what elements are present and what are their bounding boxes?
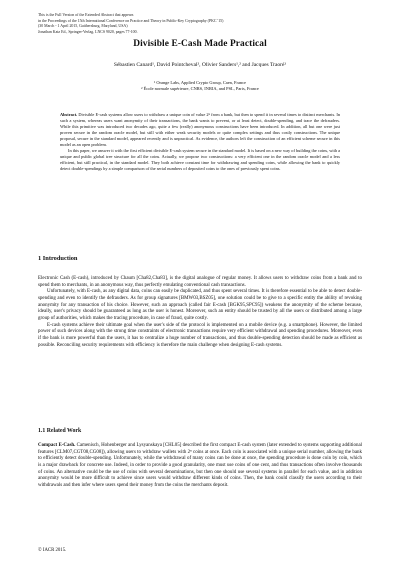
section-heading-related-work: 1.1 Related Work — [38, 428, 82, 434]
publication-note-line: (30 March - 1 April 2015, Gaithersburg, Maryland, USA) — [38, 24, 128, 29]
abstract-paragraph-1 — [60, 112, 340, 148]
compact-ecash-text: Camenisch, Hohenberger and Lysyanskaya [CHL05] described the first compact E-cash system (later extended to systems supporting additional features [CLM07,CGT08,CG08]), allowing users to withdraw wallets with 2ⁿ coins at once. Each coin is associated with a unique serial number, allowing the bank to efficiently detect double-spending. Unfortunately, while the withdrawal of many coins can be done at once, the spending procedure is done coin by coin, which is a major drawback for concrete use. Indeed, in order to provide a good granularity, one must use coins of one cent, and thus transactions often involve thousands of coins. An alternative could be the use of coins with several denominations, but then one should use several systems in parallel for each value, and in addition anonymity would be more difficult to achieve since users would withdraw different kinds of coins. Then, the bank could classify the users according to their withdrawals and then infer where users spend their money from the coins the merchants deposit. — [38, 443, 363, 488]
related-work-body — [38, 443, 362, 490]
abstract-paragraph-2: In this paper, we answer it with the first efficient divisible E-cash system secure in the standard model. It is based on a new way of building the coins, with a unique and public global tree structure for all the coins. Actually, we propose two constructions: a very efficient one in the random oracle model and a less efficient, but still practical, in the standard model. They both achieve constant time for withdrawing and spending coins, while allowing the bank to quickly detect double-spendings by a simple comparison of the serial numbers of deposited coins to the ones of previously spent coins. — [60, 148, 341, 172]
intro-paragraph-1: Electronic Cash (E-cash), introduced by Chaum [Cha82,Cha83], is the digital analogue of regular money. It allows users to withdraw coins from a bank and to spend them to merchants, in an anonymous way, thus perfectly emulating conventional cash transactions. — [38, 276, 362, 288]
paper-title: Divisible E-Cash Made Practical — [133, 39, 267, 49]
intro-paragraph-2: Unfortunately, with E-cash, as any digital data, coins can easily be duplicated, and thus spent several times. It is therefore essential to be able to detect double-spending and even to identify the defrauders. As for group signatures [BMW03,BSZ05], one solution could be to give to a specific entity the ability of revoking anonymity for any transaction of his choice. However, such an approach (called fair E-cash [BGK95,SPC95]) weakens the anonymity of the scheme because, ideally, user's privacy should be guaranteed as long as the user is honest. Moreover, such an entity should be trusted by all the users or distributed among a large group of authorities, which makes the tracing procedure, in case of fraud, quite costly. — [38, 289, 362, 321]
intro-paragraph-3: E-cash systems achieve their ultimate goal when the user's side of the protocol is implemented on a mobile device (e.g. a smartphone). However, the limited power of such devices along with the strong time constraints of electronic transactions require very efficient withdrawal and spending procedures. Moreover, even if the bank is more powerful than the users, it has to centralize a huge number of transactions, and thus double-spending detection should be made as efficient as possible. Reconciling security requirements with efficiency is therefore the main challenge when designing E-cash systems. — [38, 322, 362, 348]
related-work-paragraph-1 — [38, 443, 362, 490]
publication-note-line: Jonathan Katz Ed., Springer-Verlag, LNCS 9020, pages 77-100. — [38, 29, 138, 34]
affiliation-ens: ² École normale supérieure, CNRS, INRIA, and PSL, Paris, France — [141, 86, 259, 92]
compact-ecash-lead: Compact E-Cash. — [38, 443, 76, 448]
introduction-body — [38, 276, 362, 349]
publication-note-line: in the Proceedings of the 15th International Conference on Practice and Theory in Public-Key Cryptography (PKC '15) — [38, 18, 224, 23]
abstract-text-1: Divisible E-cash systems allow users to withdraw a unique coin of value 2ⁿ from a bank, but then to spend it in several times to distinct merchants. In such a system, whereas users want anonymity of their transactions, the bank wants to prevent, or at least detect, double-spending, and trace the defrauders. While this primitive was introduced two decades ago, quite a few (really) anonymous constructions have been introduced. In addition, all but one were just proven secure in the random oracle model, but still with either weak security models or quite complex settings and thus costly constructions. The unique proposal, secure in the standard model, appeared recently and is unpractical. As evidence, the authors left the construction of an efficient scheme secure in this model as an open problem. — [60, 112, 340, 148]
publication-note — [38, 13, 238, 35]
publication-note-line: This is the Full Version of the Extended Abstract that appears — [38, 13, 134, 17]
copyright-footer: © IACR 2015. — [38, 548, 67, 553]
author-list: Sébastien Canard¹, David Pointcheval², Olivier Sanders¹,² and Jacques Traoré¹ — [113, 62, 287, 68]
affiliation-orange: ¹ Orange Labs, Applied Crypto Group, Caen, France — [153, 80, 247, 85]
affiliations — [0, 80, 400, 93]
section-heading-introduction: 1 Introduction — [38, 255, 78, 262]
abstract-label: Abstract. — [60, 112, 78, 117]
abstract — [60, 112, 340, 172]
